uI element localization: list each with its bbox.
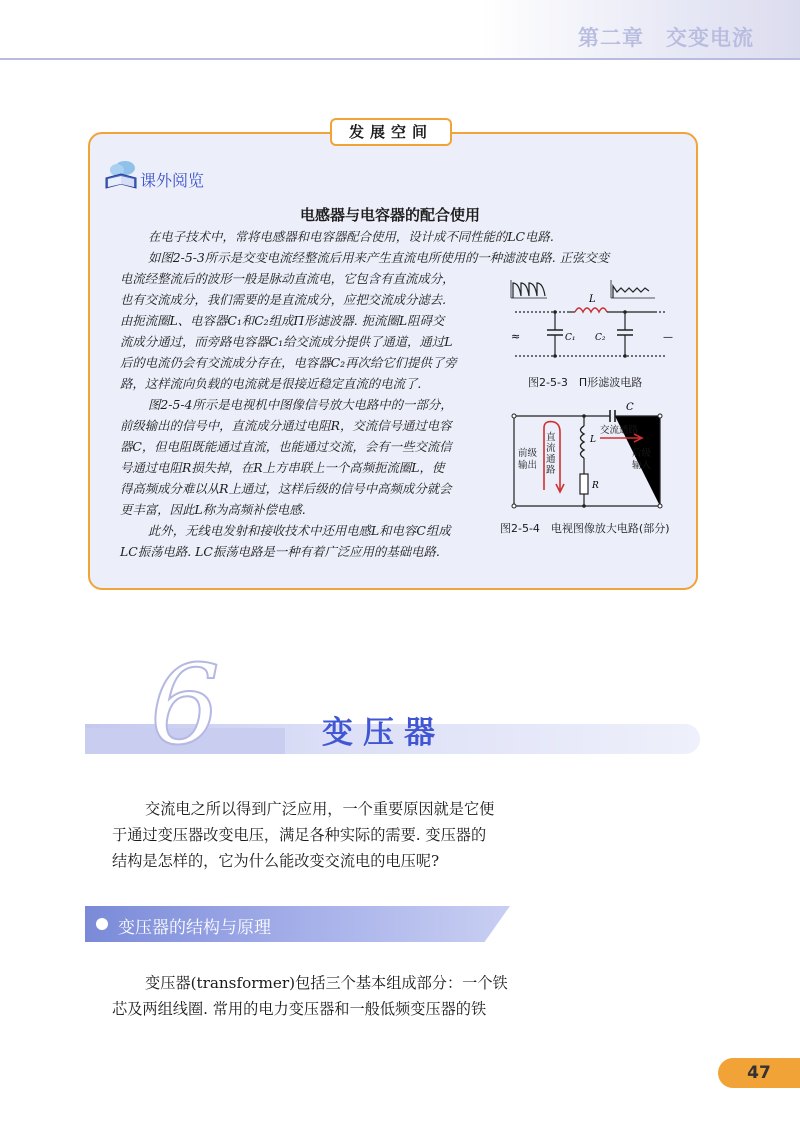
intro-line: 交流电之所以得到广泛应用，一个重要原因就是它便 <box>145 800 495 818</box>
box-line: 也有交流成分，我们需要的是直流成分，应把交流成分滤去. <box>120 292 447 307</box>
reading-label: 课外阅览 <box>140 171 205 190</box>
intro-line: 结构是怎样的，它为什么能改变交流电的电压呢? <box>112 852 440 870</box>
box-line: 由扼流圈L、电容器C₁和C₂组成Π形滤波器. 扼流圈L阻碍交 <box>120 313 445 328</box>
label-ac-path: 交流通路 <box>600 425 639 436</box>
box-line: 流成分通过，而旁路电容器C₁给交流成分提供了通道，通过L <box>120 334 453 349</box>
label-C2: C₂ <box>595 333 606 343</box>
box-line: LC振荡电路. LC振荡电路是一种有着广泛应用的基础电路. <box>120 544 440 559</box>
header-rule <box>0 58 800 60</box>
label-C1: C₁ <box>565 333 576 343</box>
label-C: C <box>626 402 634 413</box>
box-line: 得高频成分难以从R上通过，这样后级的信号中高频成分就会 <box>120 481 452 496</box>
label-ac: ≈ <box>511 330 521 343</box>
label-next-stage: 后级输入 <box>632 448 652 471</box>
box-line: 前级输出的信号中，直流成分通过电阻R，交流信号通过电容 <box>120 418 452 433</box>
box-line: 图2-5-4所示是电视机中图像信号放大电路中的一部分， <box>148 397 453 412</box>
chapter-title: 第二章 交变电流 <box>578 26 754 50</box>
figure-caption-2-5-3: 图2-5-3 Π形滤波电路 <box>528 376 643 389</box>
box-title: 电感器与电容器的配合使用 <box>300 206 481 224</box>
book-icon <box>103 158 139 192</box>
box-line: 号通过电阻R损失掉，在R上方串联上一个高频扼流圈L，使 <box>120 460 445 475</box>
figure-caption-2-5-4: 图2-5-4 电视图像放大电路(部分) <box>500 522 670 535</box>
box-line: 后的电流仍会有交流成分存在，电容器C₂再次给它们提供了旁 <box>120 355 457 370</box>
label-dc-path: 直流通路 <box>546 432 556 476</box>
box-line: 更丰富，因此L称为高频补偿电感. <box>120 502 306 517</box>
label-L2: L <box>590 435 596 445</box>
label-dc: — <box>663 332 673 343</box>
section-title: 变压器 <box>322 715 445 751</box>
intro-line: 于通过变压器改变电压，满足各种实际的需要. 变压器的 <box>112 826 487 844</box>
label-prev-stage: 前级输出 <box>518 448 538 471</box>
pi-filter-diagram <box>505 278 675 370</box>
box-line: 电流经整流后的波形一般是脉动直流电，它包含有直流成分， <box>120 271 455 286</box>
bullet-icon <box>96 918 108 930</box>
label-L: L <box>589 294 596 305</box>
box-line: 如图2-5-3所示是交变电流经整流后用来产生直流电所使用的一种滤波电路. 正弦交变 <box>148 250 610 265</box>
box-line: 路，这样流向负载的电流就是很接近稳定直流的电流了. <box>120 376 422 391</box>
page-number: 47 <box>718 1058 800 1088</box>
box-line: 在电子技术中，常将电感器和电容器配合使用，设计成不同性能的LC电路. <box>148 229 554 244</box>
box-line: 此外，无线电发射和接收技术中还用电感L和电容C组成 <box>148 523 451 538</box>
box-line: 器C，但电阻既能通过直流，也能通过交流，会有一些交流信 <box>120 439 452 454</box>
box-tag: 发展空间 <box>330 118 452 146</box>
label-R: R <box>592 481 599 491</box>
body-line: 变压器(transformer)包括三个基本组成部分：一个铁 <box>145 974 508 992</box>
section-number: 6 <box>150 641 220 769</box>
tv-amplifier-diagram <box>500 398 676 516</box>
body-line: 芯及两组线圈. 常用的电力变压器和一般低频变压器的铁 <box>112 1000 487 1018</box>
subsection-title: 变压器的结构与原理 <box>118 918 271 938</box>
